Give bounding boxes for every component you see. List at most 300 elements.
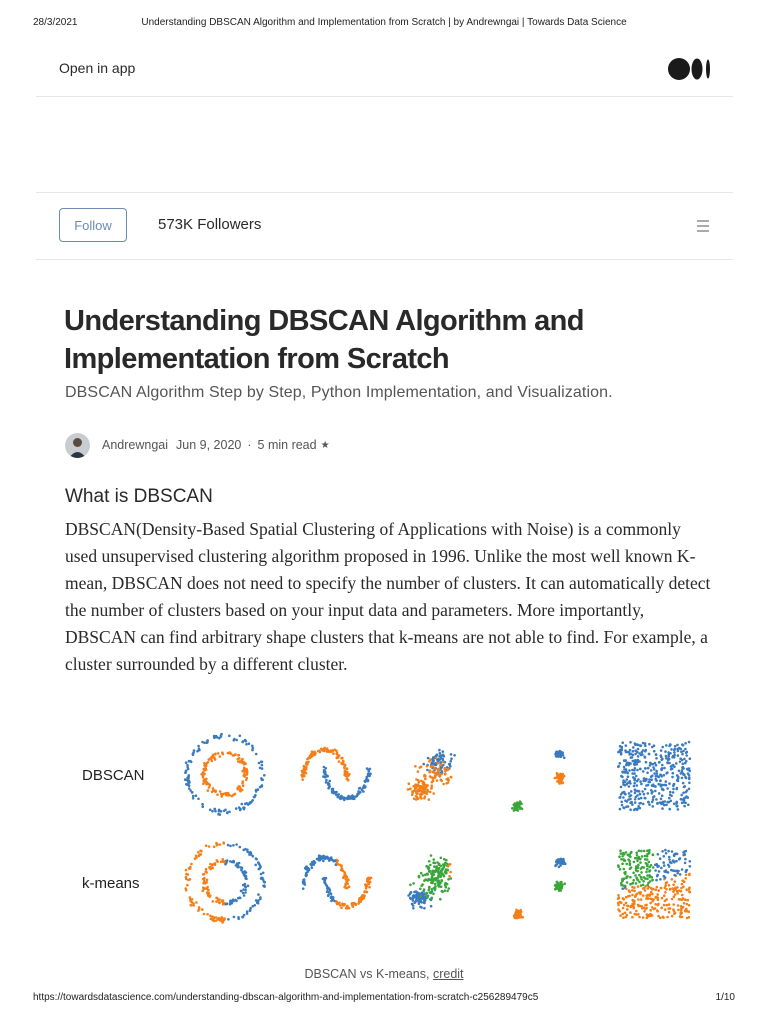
uniform-point [633, 785, 636, 788]
circles-point [224, 809, 227, 812]
uniform-point [666, 916, 669, 919]
blob-point [441, 890, 444, 893]
small-cluster-point [557, 882, 560, 885]
moons-point [327, 782, 330, 785]
uniform-point [665, 772, 668, 775]
small-cluster-point [561, 773, 564, 776]
uniform-point [633, 779, 636, 782]
moons-point [363, 785, 366, 788]
circles-point [223, 861, 226, 864]
uniform-point [670, 869, 673, 872]
circles-point [209, 809, 212, 812]
circles-point [243, 914, 246, 917]
circles-point [211, 755, 214, 758]
uniform-point [656, 802, 659, 805]
dbscan-vs-kmeans-figure [70, 728, 710, 938]
moons-point [330, 897, 333, 900]
uniform-point [661, 746, 664, 749]
uniform-point [683, 850, 686, 853]
uniform-point [649, 898, 652, 901]
divider [36, 259, 733, 260]
blob-point [432, 893, 435, 896]
uniform-point [660, 907, 663, 910]
blob-point [415, 795, 418, 798]
uniform-point [621, 749, 624, 752]
uniform-point [636, 860, 639, 863]
moons-point [307, 868, 310, 871]
uniform-point [664, 891, 667, 894]
circles-point [255, 789, 258, 792]
blob-point [450, 877, 453, 880]
uniform-point [643, 793, 646, 796]
small-cluster-point [561, 753, 564, 756]
uniform-point [689, 860, 692, 863]
uniform-point [673, 754, 676, 757]
uniform-point [647, 784, 650, 787]
uniform-point [687, 804, 690, 807]
uniform-point [661, 764, 664, 767]
uniform-point [678, 858, 681, 861]
circles-point [199, 849, 202, 852]
uniform-point [656, 909, 659, 912]
blob-point [439, 875, 442, 878]
blob-point [430, 897, 433, 900]
uniform-point [625, 896, 628, 899]
circles-point [221, 751, 224, 754]
medium-logo-icon[interactable] [668, 57, 712, 81]
circles-point [260, 873, 263, 876]
uniform-point [619, 849, 622, 852]
uniform-point [644, 745, 647, 748]
uniform-point [676, 744, 679, 747]
circles-point [251, 749, 254, 752]
uniform-point [673, 874, 676, 877]
uniform-point [660, 759, 663, 762]
uniform-point [634, 895, 637, 898]
uniform-point [623, 766, 626, 769]
uniform-point [632, 746, 635, 749]
uniform-point [621, 776, 624, 779]
uniform-point [661, 897, 664, 900]
circles-point [192, 751, 195, 754]
blob-point [424, 795, 427, 798]
uniform-point [642, 880, 645, 883]
uniform-point [685, 870, 688, 873]
uniform-point [668, 858, 671, 861]
uniform-point [636, 854, 639, 857]
circles-point [213, 735, 216, 738]
uniform-point [654, 762, 657, 765]
blob-point [421, 897, 424, 900]
uniform-point [631, 916, 634, 919]
uniform-point [641, 790, 644, 793]
uniform-point [688, 777, 691, 780]
blob-point [434, 877, 437, 880]
uniform-point [625, 851, 628, 854]
circles-point [219, 843, 222, 846]
blob-point [419, 786, 422, 789]
circles-point [219, 790, 222, 793]
moons-point [353, 902, 356, 905]
uniform-point [689, 865, 692, 868]
blob-point [409, 884, 412, 887]
circles-point [239, 789, 242, 792]
moons-point [300, 774, 303, 777]
uniform-point [629, 808, 632, 811]
uniform-point [679, 757, 682, 760]
blob-point [438, 749, 441, 752]
blob-point [429, 864, 432, 867]
uniform-point [683, 880, 686, 883]
uniform-point [626, 914, 629, 917]
uniform-point [683, 799, 686, 802]
uniform-point [671, 915, 674, 918]
blob-point [412, 899, 415, 902]
blob-point [437, 759, 440, 762]
menu-icon[interactable] [696, 219, 710, 233]
uniform-point [631, 899, 634, 902]
blob-point [426, 769, 429, 772]
uniform-point [648, 861, 651, 864]
moons-point [347, 797, 350, 800]
uniform-point [665, 784, 668, 787]
uniform-point [626, 800, 629, 803]
uniform-point [618, 796, 621, 799]
uniform-point [685, 874, 688, 877]
moons-point [364, 780, 367, 783]
blob-point [448, 887, 451, 890]
uniform-point [684, 776, 687, 779]
moons-point [332, 897, 335, 900]
moons-point [356, 795, 359, 798]
uniform-point [626, 762, 629, 765]
uniform-point [630, 905, 633, 908]
followers-count: 573K Followers [158, 216, 262, 233]
circles-point [214, 810, 217, 813]
circles-point [238, 754, 241, 757]
uniform-point [670, 748, 673, 751]
blob-point [429, 891, 432, 894]
uniform-point [638, 798, 641, 801]
moons-point [346, 774, 349, 777]
follow-button[interactable]: Follow [59, 208, 127, 242]
uniform-point [673, 803, 676, 806]
circles-point [244, 803, 247, 806]
small-cluster-point [556, 859, 559, 862]
circles-point [186, 776, 189, 779]
uniform-point [620, 752, 623, 755]
uniform-point [650, 789, 653, 792]
uniform-point [646, 772, 649, 775]
uniform-point [656, 886, 659, 889]
blob-point [430, 787, 433, 790]
moons-point [358, 787, 361, 790]
circles-point [220, 861, 223, 864]
circles-point [197, 745, 200, 748]
uniform-point [635, 910, 638, 913]
uniform-point [637, 748, 640, 751]
uniform-point [665, 757, 668, 760]
uniform-point [636, 784, 639, 787]
circles-point [227, 844, 230, 847]
moons-point [366, 767, 369, 770]
uniform-point [637, 885, 640, 888]
uniform-point [647, 801, 650, 804]
small-cluster-point [557, 755, 560, 758]
uniform-point [647, 767, 650, 770]
blob-point [421, 883, 424, 886]
uniform-point [634, 789, 637, 792]
uniform-point [627, 858, 630, 861]
uniform-point [625, 877, 628, 880]
uniform-point [638, 856, 641, 859]
uniform-point [645, 871, 648, 874]
uniform-point [685, 791, 688, 794]
moons-point [323, 747, 326, 750]
uniform-point [619, 914, 622, 917]
small-cluster-point [562, 776, 565, 779]
small-cluster-point [560, 861, 563, 864]
circles-point [245, 877, 248, 880]
circles-point [216, 793, 219, 796]
uniform-point [646, 878, 649, 881]
uniform-point [663, 894, 666, 897]
uniform-point [668, 808, 671, 811]
uniform-point [660, 754, 663, 757]
uniform-point [649, 902, 652, 905]
uniform-point [688, 916, 691, 919]
uniform-point [621, 804, 624, 807]
print-title: Understanding DBSCAN Algorithm and Implementation from Scratch | by Andrewngai | Towards Data Science [141, 17, 627, 28]
circles-point [203, 873, 206, 876]
moons-point [328, 785, 331, 788]
uniform-point [617, 751, 620, 754]
uniform-point [682, 801, 685, 804]
circles-point [207, 889, 210, 892]
uniform-point [652, 799, 655, 802]
uniform-point [657, 783, 660, 786]
uniform-point [623, 868, 626, 871]
uniform-point [621, 741, 624, 744]
author-name[interactable]: Andrewngai [102, 438, 169, 452]
blob-point [429, 759, 432, 762]
uniform-point [629, 862, 632, 865]
small-cluster-point [515, 913, 518, 916]
circles-point [254, 794, 257, 797]
circles-point [195, 794, 198, 797]
uniform-point [668, 797, 671, 800]
circles-point [190, 904, 193, 907]
uniform-point [685, 888, 688, 891]
uniform-point [681, 767, 684, 770]
uniform-point [631, 769, 634, 772]
circles-point [211, 864, 214, 867]
uniform-point [646, 884, 649, 887]
circles-point [205, 870, 208, 873]
uniform-point [672, 788, 675, 791]
blob-point [438, 885, 441, 888]
uniform-point [663, 904, 666, 907]
uniform-point [660, 798, 663, 801]
moons-point [324, 773, 327, 776]
circles-point [254, 904, 257, 907]
circles-point [245, 779, 248, 782]
blob-point [416, 789, 419, 792]
blob-point [418, 898, 421, 901]
uniform-point [630, 756, 633, 759]
avatar[interactable] [65, 433, 90, 458]
uniform-point [684, 785, 687, 788]
circles-point [184, 778, 187, 781]
moons-point [312, 863, 315, 866]
uniform-point [635, 882, 638, 885]
uniform-point [645, 862, 648, 865]
uniform-point [660, 768, 663, 771]
moons-point [343, 798, 346, 801]
moons-point [343, 871, 346, 874]
circles-point [222, 903, 225, 906]
uniform-point [654, 869, 657, 872]
circles-point [255, 753, 258, 756]
blob-point [444, 862, 447, 865]
blob-point [422, 874, 425, 877]
circles-point [202, 776, 205, 779]
moons-point [303, 766, 306, 769]
cluster-plots [184, 733, 691, 924]
open-in-app-link[interactable]: Open in app [59, 60, 136, 76]
circles-point [194, 857, 197, 860]
uniform-point [681, 894, 684, 897]
uniform-point [622, 806, 625, 809]
uniform-point [653, 795, 656, 798]
circles-point [258, 762, 261, 765]
uniform-point [655, 896, 658, 899]
uniform-point [688, 904, 691, 907]
circles-point [192, 797, 195, 800]
blob-point [432, 792, 435, 795]
uniform-point [639, 768, 642, 771]
moons-point [369, 768, 372, 771]
uniform-point [688, 788, 691, 791]
uniform-point [629, 749, 632, 752]
blob-point [442, 750, 445, 753]
blob-point [440, 869, 443, 872]
uniform-point [677, 780, 680, 783]
blob-point [432, 858, 435, 861]
circles-point [242, 784, 245, 787]
circles-point [247, 803, 250, 806]
blob-point [422, 791, 425, 794]
circles-point [201, 805, 204, 808]
uniform-point [656, 772, 659, 775]
uniform-point [626, 778, 629, 781]
small-cluster-point [511, 807, 514, 810]
circles-point [239, 846, 242, 849]
uniform-point [636, 751, 639, 754]
blob-point [441, 770, 444, 773]
uniform-point [636, 780, 639, 783]
uniform-point [619, 808, 622, 811]
article-paragraph [65, 516, 715, 678]
uniform-point [674, 893, 677, 896]
uniform-point [633, 861, 636, 864]
uniform-point [675, 788, 678, 791]
uniform-point [626, 881, 629, 884]
uniform-point [649, 915, 652, 918]
blob-point [449, 863, 452, 866]
uniform-point [670, 795, 673, 798]
blob-point [428, 860, 431, 863]
uniform-point [633, 886, 636, 889]
uniform-point [632, 760, 635, 763]
uniform-point [666, 787, 669, 790]
blob-point [411, 903, 414, 906]
circles-point [239, 897, 242, 900]
moons-point [306, 758, 309, 761]
uniform-point [633, 782, 636, 785]
uniform-point [637, 790, 640, 793]
circles-point [254, 864, 257, 867]
small-cluster-point [559, 883, 562, 886]
blob-point [444, 889, 447, 892]
circles-point [237, 918, 240, 921]
uniform-point [670, 768, 673, 771]
blob-point [434, 862, 437, 865]
blob-point [443, 858, 446, 861]
circles-point [255, 857, 258, 860]
blob-point [424, 788, 427, 791]
uniform-point [628, 753, 631, 756]
moons-point [336, 754, 339, 757]
circles-point [241, 803, 244, 806]
circles-point [213, 808, 216, 811]
moons-point [337, 903, 340, 906]
uniform-point [667, 850, 670, 853]
circles-point [223, 842, 226, 845]
moons-point [337, 756, 340, 759]
blob-point [436, 772, 439, 775]
circles-point [228, 735, 231, 738]
uniform-point [671, 898, 674, 901]
uniform-point [637, 898, 640, 901]
uniform-point [641, 751, 644, 754]
small-cluster-point [519, 806, 522, 809]
circles-point [226, 902, 229, 905]
uniform-point [630, 790, 633, 793]
uniform-point [641, 907, 644, 910]
circles-point [249, 910, 252, 913]
uniform-point [620, 786, 623, 789]
circles-point [217, 918, 220, 921]
uniform-point [626, 783, 629, 786]
uniform-point [624, 912, 627, 915]
uniform-point [680, 750, 683, 753]
blob-point [415, 784, 418, 787]
section-heading: What is DBSCAN [65, 486, 213, 507]
uniform-point [640, 871, 643, 874]
credit-link[interactable]: credit [432, 967, 464, 981]
blob-point [443, 768, 446, 771]
circles-point [202, 882, 205, 885]
uniform-point [681, 868, 684, 871]
uniform-point [674, 886, 677, 889]
circles-point [190, 863, 193, 866]
circles-point [240, 866, 243, 869]
moons-point [336, 751, 339, 754]
circles-point [208, 845, 211, 848]
blob-point [414, 765, 417, 768]
circles-point [223, 917, 226, 920]
